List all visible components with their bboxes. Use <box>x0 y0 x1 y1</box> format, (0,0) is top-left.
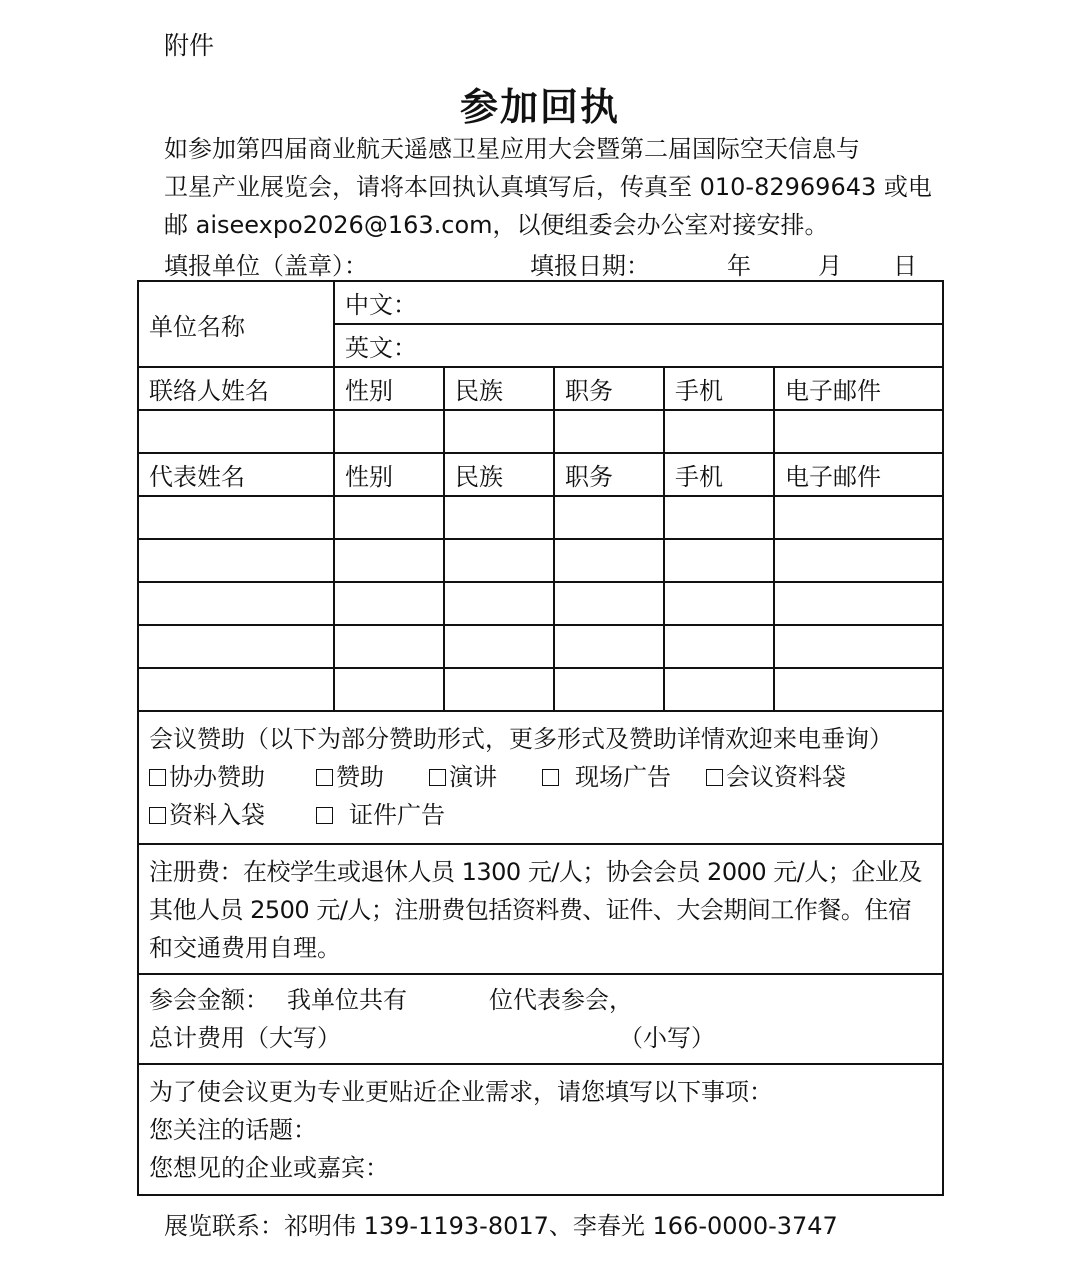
form-cell[interactable] <box>774 539 943 582</box>
fees-line-1: 注册费：在校学生或退休人员 1300 元/人；协会会员 2000 元/人；企业及 <box>149 858 922 886</box>
form-cell[interactable] <box>138 625 334 668</box>
month-label: 月 <box>818 252 842 280</box>
checkbox-icon <box>316 769 333 786</box>
form-cell[interactable] <box>444 539 554 582</box>
contact-ethnicity-header: 民族 <box>444 367 554 410</box>
rep-input-row <box>138 582 943 625</box>
rep-input-row <box>138 496 943 539</box>
intro-line-1: 如参加第四届商业航天遥感卫星应用大会暨第二届国际空天信息与 <box>164 135 860 163</box>
form-cell[interactable] <box>554 539 664 582</box>
sponsor-option-onsite-ad[interactable]: 现场广告 <box>542 758 671 796</box>
form-cell[interactable] <box>774 625 943 668</box>
form-cell[interactable] <box>138 410 334 453</box>
form-cell[interactable] <box>334 410 444 453</box>
survey-topic-field[interactable]: 您关注的话题： <box>149 1116 317 1144</box>
attachment-label: 附件 <box>164 31 215 60</box>
unit-name-chinese-field[interactable]: 中文： <box>334 281 943 324</box>
amount-cell <box>138 974 943 1064</box>
survey-intro: 为了使会议更为专业更贴近企业需求，请您填写以下事项： <box>149 1078 773 1106</box>
sponsor-option-speech[interactable]: 演讲 <box>429 758 497 796</box>
rep-name-header: 代表姓名 <box>138 453 334 496</box>
contact-input-row <box>138 410 943 453</box>
amount-label: 参会金额： <box>149 986 269 1014</box>
form-cell[interactable] <box>334 496 444 539</box>
form-cell[interactable] <box>444 410 554 453</box>
contact-gender-header: 性别 <box>334 367 444 410</box>
unit-name-english-field[interactable]: 英文： <box>334 324 943 367</box>
registration-form <box>137 280 944 1196</box>
checkbox-icon <box>316 807 333 824</box>
rep-position-header: 职务 <box>554 453 664 496</box>
year-label: 年 <box>727 252 751 280</box>
form-cell[interactable] <box>664 539 774 582</box>
sponsorship-row <box>138 711 943 844</box>
form-cell[interactable] <box>554 668 664 711</box>
survey-cell <box>138 1064 943 1195</box>
date-label: 填报日期： <box>530 252 650 280</box>
rep-header-row <box>138 453 943 496</box>
total-lowercase-label: （小写） <box>619 1024 715 1052</box>
rep-phone-header: 手机 <box>664 453 774 496</box>
sponsor-option-bag-insert[interactable]: 资料入袋 <box>149 796 265 834</box>
form-cell[interactable] <box>138 539 334 582</box>
sponsor-option-co-organizer[interactable]: 协办赞助 <box>149 758 265 796</box>
sponsorship-title: 会议赞助（以下为部分赞助形式，更多形式及赞助详情欢迎来电垂询） <box>149 725 893 753</box>
checkbox-icon <box>149 807 166 824</box>
survey-guest-field[interactable]: 您想见的企业或嘉宾： <box>149 1154 389 1182</box>
form-cell[interactable] <box>664 625 774 668</box>
rep-ethnicity-header: 民族 <box>444 453 554 496</box>
exhibition-contact: 展览联系：祁明伟 139-1193-8017、李春光 166-0000-3747 <box>164 1212 838 1240</box>
form-cell[interactable] <box>334 668 444 711</box>
form-cell[interactable] <box>138 496 334 539</box>
rep-email-header: 电子邮件 <box>774 453 943 496</box>
contact-header-row <box>138 367 943 410</box>
day-label: 日 <box>893 252 917 280</box>
form-cell[interactable] <box>138 582 334 625</box>
checkbox-icon <box>149 769 166 786</box>
form-cell[interactable] <box>554 410 664 453</box>
form-cell[interactable] <box>334 539 444 582</box>
sponsor-option-badge-ad[interactable]: 证件广告 <box>316 796 445 834</box>
form-cell[interactable] <box>444 625 554 668</box>
form-cell[interactable] <box>334 625 444 668</box>
intro-line-2: 卫星产业展览会，请将本回执认真填写后，传真至 010-82969643 或电 <box>164 173 932 201</box>
unit-name-label: 单位名称 <box>138 281 334 367</box>
form-cell[interactable] <box>664 496 774 539</box>
rep-input-row <box>138 539 943 582</box>
fees-line-2: 其他人员 2500 元/人；注册费包括资料费、证件、大会期间工作餐。住宿 <box>149 896 912 924</box>
total-uppercase-label: 总计费用（大写） <box>149 1024 341 1052</box>
form-cell[interactable] <box>664 410 774 453</box>
form-cell[interactable] <box>664 582 774 625</box>
rep-count-prefix: 我单位共有 <box>287 986 407 1014</box>
checkbox-icon <box>429 769 446 786</box>
fees-row <box>138 844 943 974</box>
rep-gender-header: 性别 <box>334 453 444 496</box>
sponsorship-cell <box>138 711 943 844</box>
form-cell[interactable] <box>138 668 334 711</box>
sponsor-option-sponsor[interactable]: 赞助 <box>316 758 384 796</box>
form-cell[interactable] <box>774 496 943 539</box>
rep-input-row <box>138 625 943 668</box>
contact-position-header: 职务 <box>554 367 664 410</box>
checkbox-icon <box>542 769 559 786</box>
fees-line-3: 和交通费用自理。 <box>149 934 341 962</box>
contact-email-header: 电子邮件 <box>774 367 943 410</box>
rep-input-row <box>138 668 943 711</box>
form-cell[interactable] <box>444 496 554 539</box>
contact-name-header: 联络人姓名 <box>138 367 334 410</box>
form-cell[interactable] <box>774 410 943 453</box>
form-cell[interactable] <box>444 668 554 711</box>
form-cell[interactable] <box>554 496 664 539</box>
rep-count-suffix: 位代表参会， <box>489 986 633 1014</box>
form-cell[interactable] <box>444 582 554 625</box>
contact-phone-header: 手机 <box>664 367 774 410</box>
page-title: 参加回执 <box>459 85 620 129</box>
form-cell[interactable] <box>554 582 664 625</box>
fill-row <box>0 246 1080 278</box>
sponsor-option-conference-bag[interactable]: 会议资料袋 <box>706 758 846 796</box>
form-cell[interactable] <box>774 668 943 711</box>
unit-stamp-label: 填报单位（盖章）： <box>164 252 368 280</box>
intro-line-3: 邮 aiseexpo2026@163.com，以便组委会办公室对接安排。 <box>164 211 829 239</box>
fees-cell <box>138 844 943 974</box>
form-cell[interactable] <box>664 668 774 711</box>
form-cell[interactable] <box>554 625 664 668</box>
survey-row <box>138 1064 943 1195</box>
form-cell[interactable] <box>334 582 444 625</box>
checkbox-icon <box>706 769 723 786</box>
amount-row <box>138 974 943 1064</box>
form-cell[interactable] <box>774 582 943 625</box>
